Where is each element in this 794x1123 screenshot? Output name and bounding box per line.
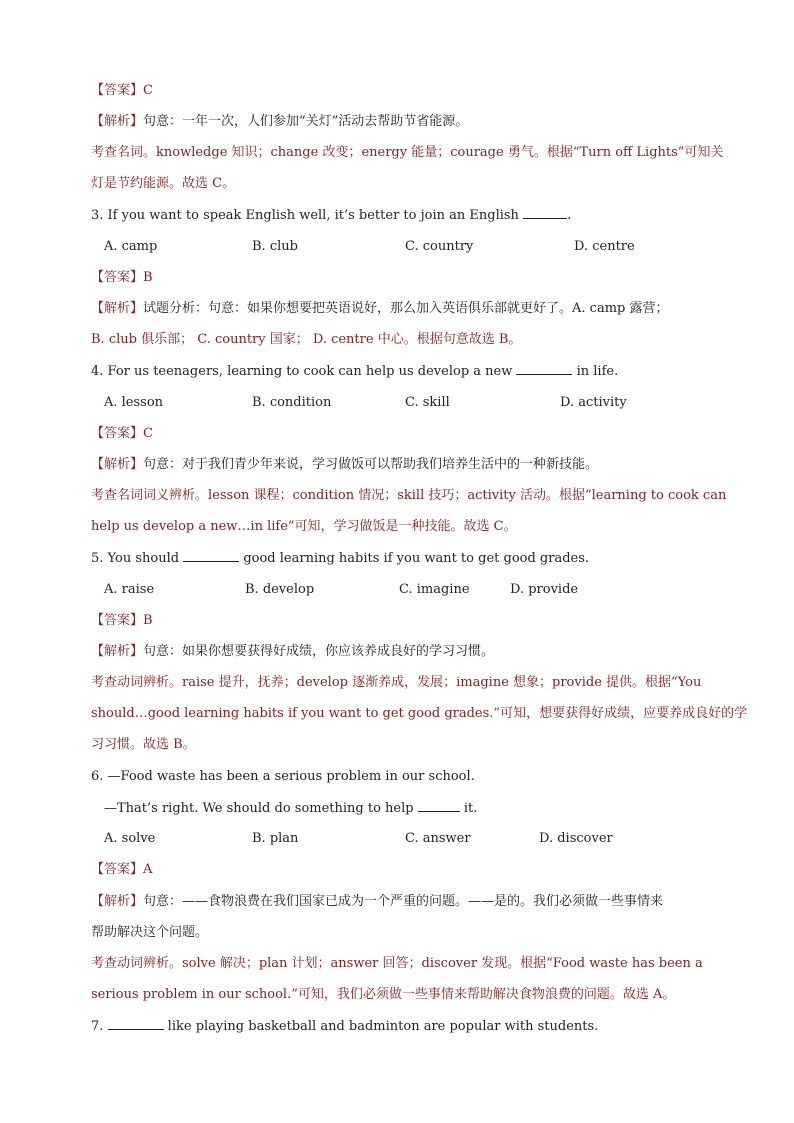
analysis-tag: 【解析】 [91, 457, 144, 472]
question-7 [91, 1016, 598, 1037]
question-6: 6. —Food waste has been a serious problem in our school. [91, 769, 475, 784]
analysis-line-continued: 帮助解决这个问题。 [91, 925, 209, 940]
answer-value: A [143, 862, 153, 877]
question-text-end: it. [459, 801, 478, 816]
analysis-tag: 【解析】 [91, 894, 144, 909]
option-b: B. condition [252, 395, 332, 410]
answer-line-q6 [91, 860, 152, 880]
answer-tag: 【答案】 [91, 613, 144, 628]
option-a: A. solve [104, 831, 156, 846]
option-d: D. discover [539, 831, 613, 846]
question-text-end: . [567, 208, 572, 223]
question-6-reply [104, 798, 477, 819]
analysis-tag: 【解析】 [91, 301, 144, 316]
answer-blank [183, 548, 239, 562]
answer-value: C [143, 83, 153, 98]
explanation-line: serious problem in our school.”可知，我们必须做一些事情来帮助解决食物浪费的问题。故选 A。 [91, 987, 676, 1002]
option-d: D. activity [560, 395, 627, 410]
answer-line-q3 [91, 268, 153, 288]
explanation-line: B. club 俱乐部； C. country 国家； D. centre 中心。根据句意故选 B。 [91, 332, 522, 347]
option-c: C. imagine [399, 582, 470, 597]
explanation-line: help us develop a new…in life”可知，学习做饭是一种技能。故选 C。 [91, 519, 517, 534]
explanation-line: 习习惯。故选 B。 [91, 737, 196, 752]
explanation-line: should…good learning habits if you want to get good grades.”可知，想要获得好成绩，应要养成良好的学 [91, 706, 748, 721]
question-text: —That’s right. We should do something to help [104, 801, 418, 816]
question-text: 7. [91, 1019, 108, 1034]
explanation-line: 考查动词辨析。solve 解决；plan 计划；answer 回答；discover 发现。根据“Food waste has been a [91, 956, 703, 971]
analysis-line-q5 [91, 642, 494, 662]
analysis-tag: 【解析】 [91, 644, 144, 659]
answer-blank [418, 798, 460, 812]
option-a: A. raise [104, 582, 155, 597]
analysis-tag: 【解析】 [91, 114, 144, 129]
answer-tag: 【答案】 [91, 426, 144, 441]
analysis-line-q6 [91, 892, 663, 912]
answer-tag: 【答案】 [91, 83, 144, 98]
option-a: A. camp [104, 239, 158, 254]
answer-tag: 【答案】 [91, 862, 144, 877]
answer-blank [523, 205, 567, 219]
question-text: 3. If you want to speak English well, it’s better to join an English [91, 208, 524, 223]
question-text: 4. For us teenagers, learning to cook can help us develop a new [91, 364, 517, 379]
answer-blank [516, 361, 572, 375]
analysis-text: 句意：如果你想要获得好成绩，你应该养成良好的学习习惯。 [143, 644, 495, 659]
answer-line-q4 [91, 424, 153, 444]
explanation-line: 考查名词词义辨析。lesson 课程；condition 情况；skill 技巧；activity 活动。根据“learning to cook can [91, 488, 727, 503]
answer-value: B [143, 270, 153, 285]
analysis-text: 句意：——食物浪费在我们国家已成为一个严重的问题。——是的。我们必须做一些事情来 [143, 894, 664, 909]
explanation-line: 灯是节约能源。故选 C。 [91, 176, 236, 191]
answer-value: B [143, 613, 153, 628]
option-b: B. develop [245, 582, 315, 597]
analysis-text: 句意：对于我们青少年来说，学习做饭可以帮助我们培养生活中的一种新技能。 [143, 457, 599, 472]
question-text: 5. You should [91, 551, 184, 566]
question-5 [91, 548, 589, 569]
option-c: C. skill [405, 395, 450, 410]
answer-value: C [143, 426, 153, 441]
analysis-text: 句意：一年一次，人们参加“关灯”活动去帮助节省能源。 [143, 114, 469, 129]
answer-blank [108, 1016, 164, 1030]
answer-tag: 【答案】 [91, 270, 144, 285]
answer-line-q2 [91, 81, 153, 101]
option-a: A. lesson [104, 395, 164, 410]
option-c: C. country [405, 239, 474, 254]
analysis-text: 试题分析：句意：如果你想要把英语说好，那么加入英语俱乐部就更好了。A. camp 露营； [143, 301, 669, 316]
option-b: B. plan [252, 831, 299, 846]
question-text-end: good learning habits if you want to get good grades. [239, 551, 590, 566]
question-text-end: in life. [572, 364, 619, 379]
option-c: C. answer [405, 831, 471, 846]
analysis-line-q2 [91, 112, 468, 132]
question-text-end: like playing basketball and badminton are popular with students. [163, 1019, 599, 1034]
option-b: B. club [252, 239, 298, 254]
analysis-line-q4 [91, 455, 598, 475]
option-d: D. provide [510, 582, 579, 597]
answer-line-q5 [91, 611, 153, 631]
option-d: D. centre [574, 239, 635, 254]
question-4 [91, 361, 618, 382]
analysis-line-q3 [91, 299, 668, 319]
question-3 [91, 205, 571, 226]
explanation-line: 考查动词辨析。raise 提升，抚养；develop 逐渐养成，发展；imagine 想象；provide 提供。根据“You [91, 675, 702, 690]
explanation-line: 考查名词。knowledge 知识；change 改变；energy 能量；courage 勇气。根据“Turn off Lights”可知关 [91, 145, 724, 160]
